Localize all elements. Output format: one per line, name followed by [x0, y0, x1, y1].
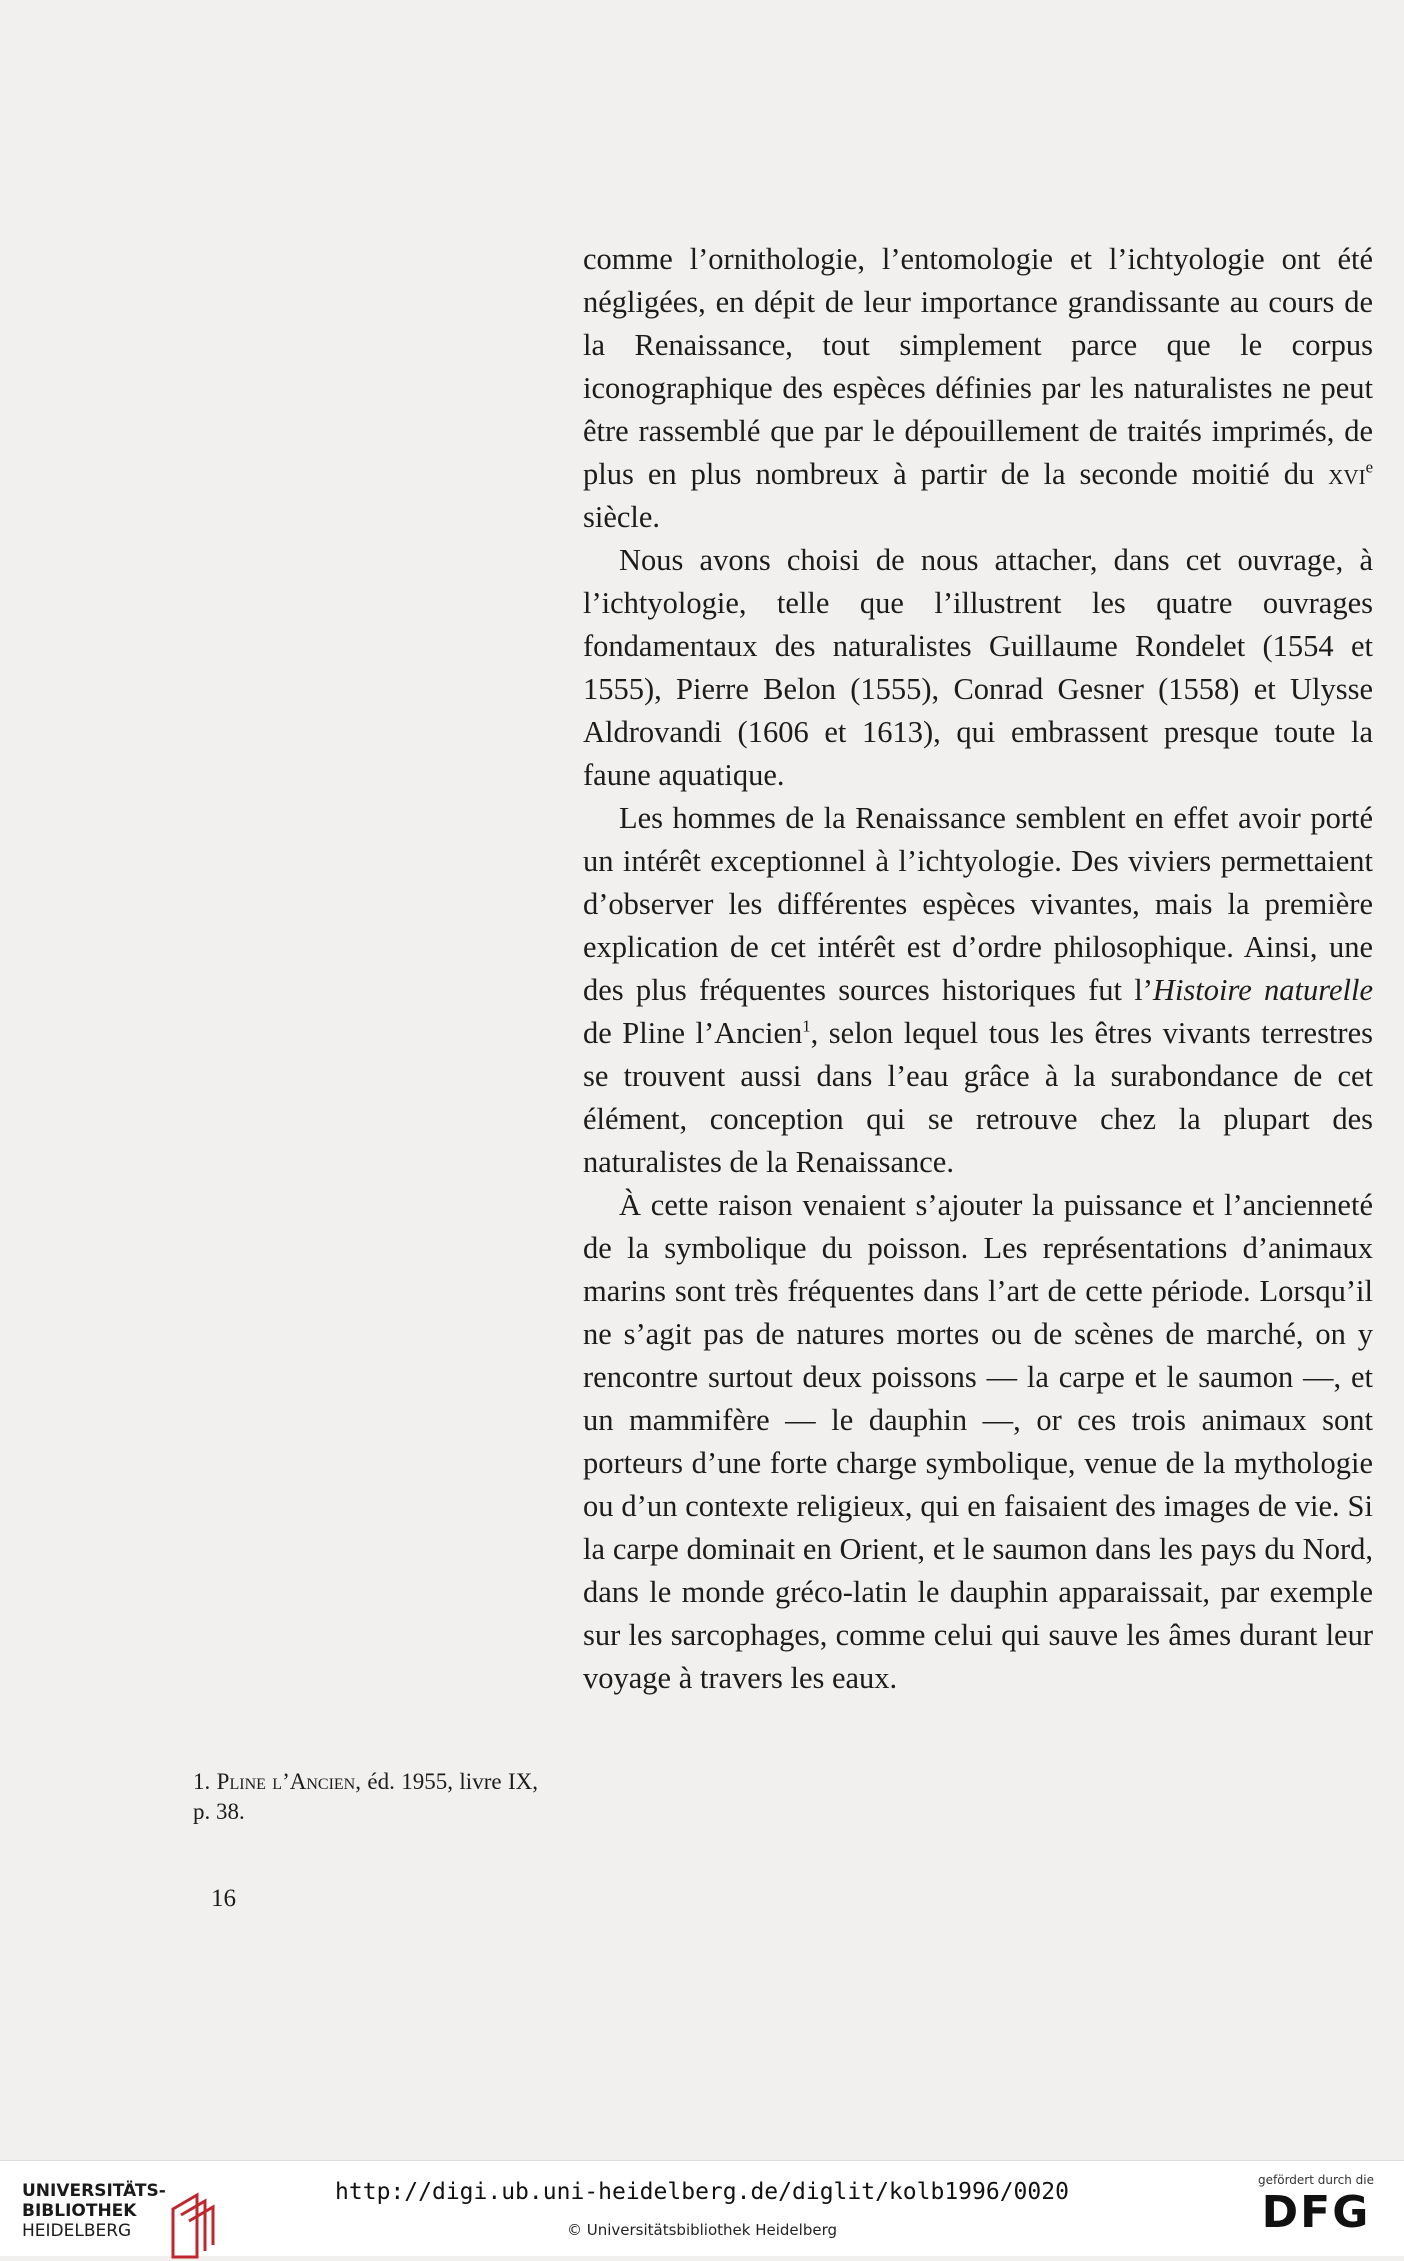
library-name: UNIVERSITÄTS- BIBLIOTHEK HEIDELBERG	[22, 2181, 166, 2241]
paragraph-3: Les hommes de la Renaissance semblent en effet avoir porté un intérêt exceptionnel à l’ichtyologie. Des viviers permettaient d’observer les différentes espèces vivantes, mais la première explication de cet intérêt est d’ordre philosophique. Ainsi, une des plus fréquentes sources historiques fut l’Histoire naturelle de Pline l’Ancien$^1$, selon lequel tous les êtres vivants terrestres se trouvent aussi dans l’eau grâce à la surabondance de cet élément, conception qui se retrouve chez la plupart des naturalistes de la Renaissance.	[583, 801, 1374, 1179]
digitization-footer	[0, 2160, 1404, 2256]
funding-label: gefördert durch die	[1258, 2173, 1374, 2187]
paragraph-1: comme l’ornithologie, l’entomologie et l’ichtyologie ont été négligées, en dépit de leur importance grandissante au cours de la Renaissance, tout simplement parce que le corpus iconographique des espèces définies par les naturalistes ne peut être rassemblé que par le dépouillement de traités imprimés, de plus en plus nombreux à partir de la seconde moitié du xvi$^e$ siècle.	[583, 242, 1374, 534]
funder-block	[1258, 2173, 1374, 2239]
footnote-author: Pline l’Ancien	[216, 1769, 356, 1794]
footnote	[193, 1767, 538, 1827]
permalink-url[interactable]: http://digi.ub.uni-heidelberg.de/diglit/kolb1996/0020	[335, 2179, 1069, 2205]
book-title: Histoire naturelle	[1152, 973, 1374, 1007]
dfg-logo: DFG	[1261, 2187, 1371, 2238]
main-text	[583, 238, 1373, 1700]
paragraph-2: Nous avons choisi de nous attacher, dans cet ouvrage, à l’ichtyologie, telle que l’illustrent les quatre ouvrages fondamentaux des naturalistes Guillaume Rondelet (1554 et 1555), Pierre Belon (1555), Conrad Gesner (1558) et Ulysse Aldrovandi (1606 et 1613), qui embrassent presque toute la faune aquatique.	[583, 543, 1373, 792]
copyright-notice: © Universitätsbibliothek Heidelberg	[566, 2221, 837, 2239]
footnote-number: 1.	[193, 1769, 211, 1794]
page-number: 16	[211, 1885, 236, 1912]
paragraph-4: À cette raison venaient s’ajouter la puissance et l’ancienneté de la symbolique du poisson. Les représentations d’animaux marins sont très fréquentes dans l’art de cette période. Lorsqu’il ne s’agit pas de natures mortes ou de scènes de marché, on y rencontre surtout deux poissons — la carpe et le saumon —, et un mammifère — le dauphin —, or ces trois animaux sont porteurs d’une forte charge symbolique, venue de la mythologie ou d’un contexte religieux, qui en faisaient des images de vie. Si la carpe dominait en Orient, et le saumon dans les pays du Nord, dans le monde gréco-latin le dauphin apparaissait, par exemple sur les sarcophages, comme celui qui sauve les âmes durant leur voyage à travers les eaux.	[583, 1188, 1373, 1695]
century-suffix: e	[1365, 457, 1374, 477]
footnote-ref: 1	[802, 1016, 811, 1036]
footnote-citation: , éd. 1955, livre IX, p. 38.	[193, 1769, 538, 1824]
century-numeral: xvi	[1328, 457, 1366, 491]
